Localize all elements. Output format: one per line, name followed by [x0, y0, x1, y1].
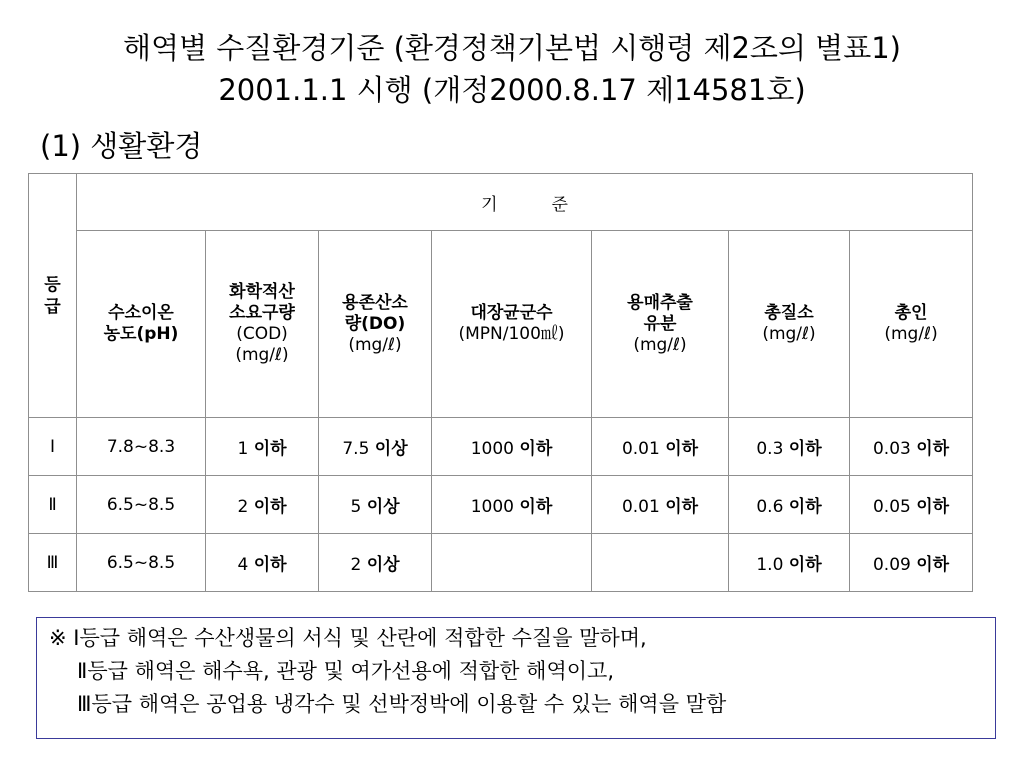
value-unit: 이하 — [253, 497, 287, 517]
column-header-line: 유분 — [643, 313, 677, 334]
value-unit: 이하 — [519, 497, 553, 517]
column-header-line: (mg/ℓ) — [348, 334, 402, 355]
column-header-line: 화학적산 — [229, 282, 295, 302]
value-number: 0.3 — [756, 439, 789, 459]
value-number: 0.05 — [872, 497, 917, 517]
value-number: 0.03 — [872, 439, 917, 459]
value-cell — [729, 476, 850, 534]
grade-cell: Ⅱ — [29, 476, 77, 534]
column-header — [206, 231, 319, 418]
value-cell — [319, 476, 432, 534]
value-number: 7.5 — [342, 439, 375, 459]
note-line-2: Ⅱ등급 해역은 해수욕, 관광 및 여가선용에 적합한 해역이고, — [77, 659, 614, 683]
section-heading: (1) 생활환경 — [40, 129, 203, 163]
column-header-line: 용존산소 — [342, 292, 408, 313]
table-row — [29, 534, 973, 592]
column-header — [592, 231, 729, 418]
value-cell — [319, 418, 432, 476]
column-header-line: 농도(pH) — [103, 324, 179, 344]
value-unit: 이하 — [788, 497, 822, 517]
value-cell — [432, 418, 592, 476]
value-number: 4 — [237, 555, 254, 575]
value-cell — [592, 418, 729, 476]
value-number: 0.6 — [756, 497, 789, 517]
grade-description-note — [36, 617, 996, 739]
column-header — [432, 231, 592, 418]
column-header-line: (mg/ℓ) — [235, 345, 289, 365]
value-number: 0.01 — [621, 497, 666, 517]
column-header-line: 대장균군수 — [470, 303, 553, 323]
grade-header-char1: 등 — [44, 274, 61, 295]
column-header-line: (mg/ℓ) — [633, 334, 687, 355]
table-row — [29, 418, 973, 476]
column-header-line: (COD) — [236, 324, 288, 344]
value-number: 0.01 — [621, 439, 666, 459]
value-number: 1000 — [470, 439, 520, 459]
column-header-line: 소요구량 — [229, 303, 295, 323]
value-number: 5 — [350, 497, 367, 517]
column-header — [850, 231, 973, 418]
value-unit: 이하 — [253, 439, 287, 459]
column-header-line: (mg/ℓ) — [762, 324, 816, 344]
value-cell — [206, 476, 319, 534]
value-cell — [592, 476, 729, 534]
value-cell — [77, 534, 206, 592]
value-unit: 이하 — [916, 497, 950, 517]
value-cell — [850, 476, 973, 534]
value-cell — [850, 418, 973, 476]
table-row — [29, 476, 973, 534]
column-header-line: (MPN/100㎖) — [458, 324, 565, 344]
column-header-line: (mg/ℓ) — [884, 324, 938, 344]
value-number: 6.5~8.5 — [106, 552, 176, 573]
value-cell — [77, 476, 206, 534]
value-number: 2 — [350, 555, 367, 575]
value-number: 0.09 — [872, 555, 917, 575]
value-unit: 이상 — [366, 497, 400, 517]
grade-cell: Ⅲ — [29, 534, 77, 592]
value-cell — [206, 534, 319, 592]
column-header-line: 총질소 — [764, 303, 814, 323]
value-cell — [77, 418, 206, 476]
column-header — [77, 231, 206, 418]
note-line-1: ※ Ⅰ등급 해역은 수산생물의 서식 및 산란에 적합한 수질을 말하며, — [49, 626, 647, 650]
water-quality-standards-table — [28, 173, 973, 592]
value-cell — [729, 418, 850, 476]
column-header — [319, 231, 432, 418]
value-number: 2 — [237, 497, 254, 517]
document-title-line1: 해역별 수질환경기준 (환경정책기본법 시행령 제2조의 별표1) — [123, 31, 901, 65]
value-cell — [592, 534, 729, 592]
value-number: 7.8~8.3 — [106, 436, 176, 457]
value-unit: 이하 — [788, 555, 822, 575]
value-unit: 이하 — [253, 555, 287, 575]
column-header — [729, 231, 850, 418]
value-unit: 이상 — [366, 555, 400, 575]
value-number: 1 — [237, 439, 254, 459]
value-unit: 이하 — [519, 439, 553, 459]
value-unit: 이상 — [374, 439, 408, 459]
note-line-3: Ⅲ등급 해역은 공업용 냉각수 및 선박정박에 이용할 수 있는 해역을 말함 — [77, 692, 727, 716]
grade-cell: Ⅰ — [29, 418, 77, 476]
column-header-line: 총인 — [894, 303, 928, 323]
grade-header-char2: 급 — [44, 296, 61, 317]
value-unit: 이하 — [916, 555, 950, 575]
criteria-header: 기 준 — [77, 174, 973, 231]
column-header-line: 수소이온 — [108, 303, 174, 323]
column-header-line: 량(DO) — [344, 313, 406, 334]
value-cell — [850, 534, 973, 592]
value-cell — [432, 476, 592, 534]
value-unit: 이하 — [788, 439, 822, 459]
document-title-line2: 2001.1.1 시행 (개정2000.8.17 제14581호) — [218, 73, 806, 107]
value-cell — [206, 418, 319, 476]
value-cell — [729, 534, 850, 592]
grade-header-cell — [29, 174, 77, 418]
column-header-line: 용매추출 — [627, 292, 693, 313]
value-number: 1000 — [470, 497, 520, 517]
value-unit: 이하 — [916, 439, 950, 459]
value-unit: 이하 — [665, 439, 699, 459]
value-unit: 이하 — [665, 497, 699, 517]
value-cell — [432, 534, 592, 592]
value-number: 6.5~8.5 — [106, 494, 176, 515]
value-number: 1.0 — [756, 555, 789, 575]
value-cell — [319, 534, 432, 592]
